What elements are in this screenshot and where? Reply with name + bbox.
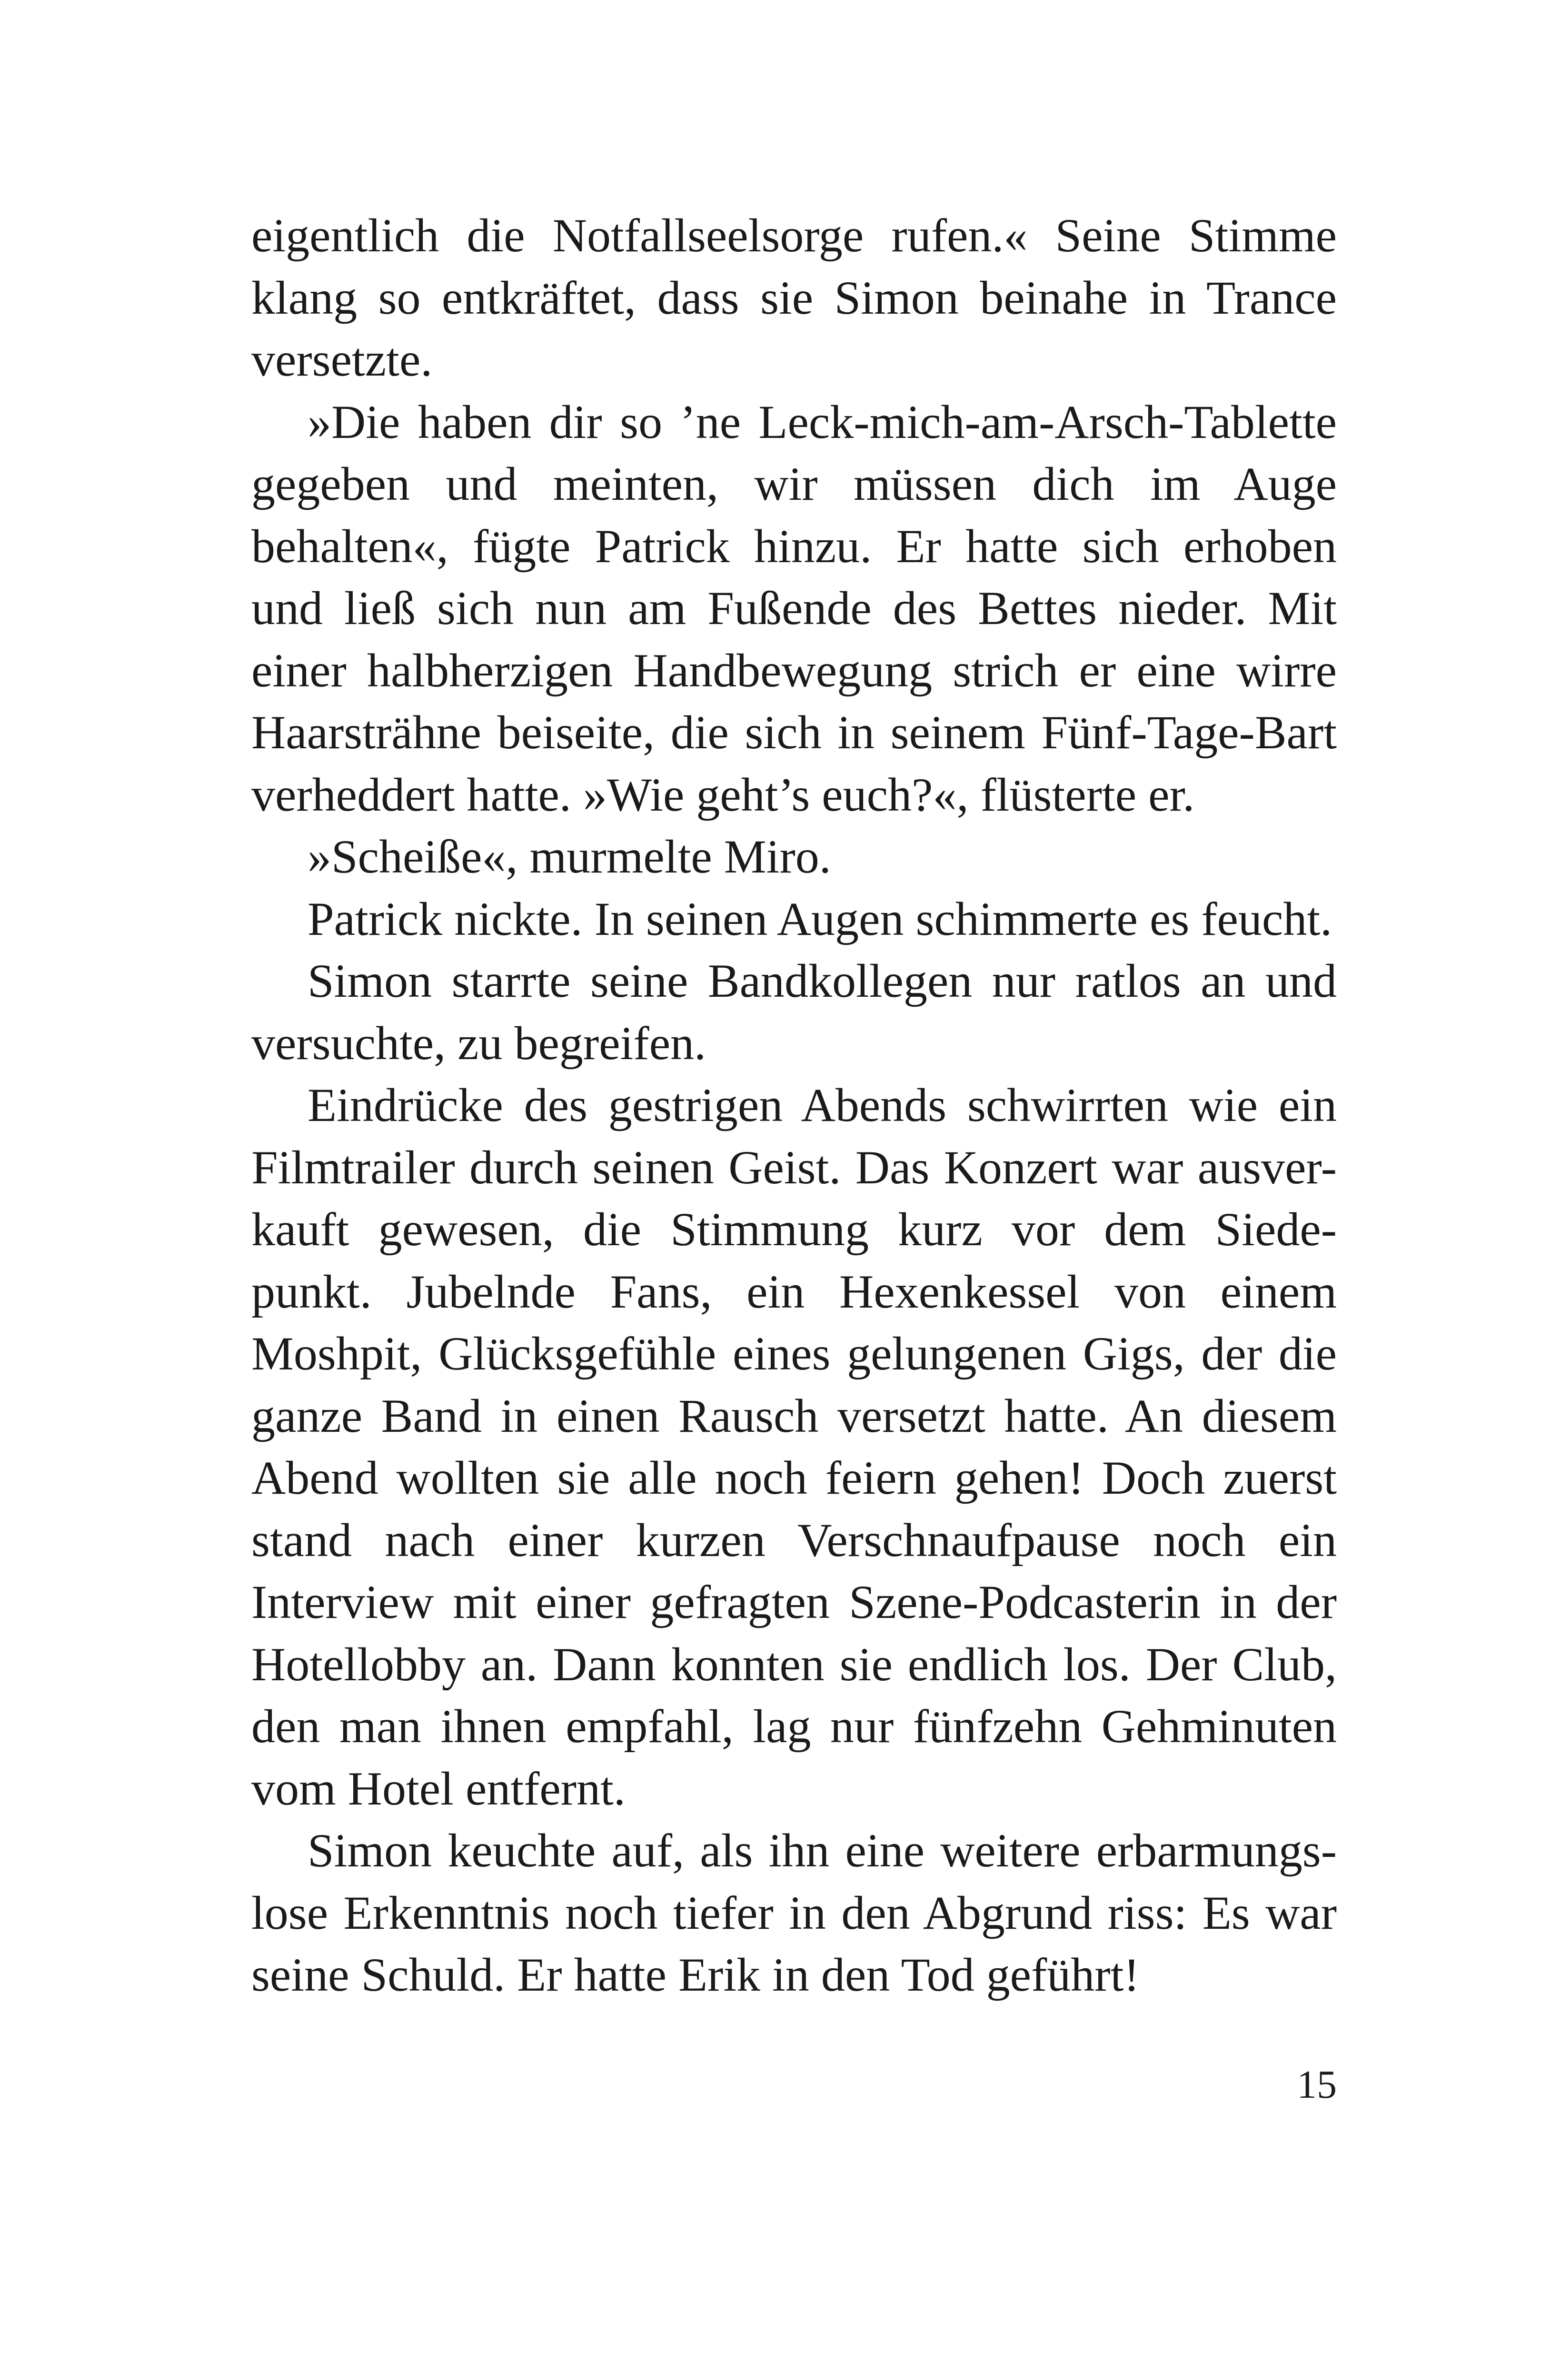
text-line: lose Erkenntnis noch tiefer in den Abgrund riss: Es war <box>251 1886 1337 1939</box>
text-line: kauft gewesen, die Stimmung kurz vor dem Siede- <box>251 1203 1337 1256</box>
paragraph-6 <box>251 1074 1337 1820</box>
text-line: Filmtrailer durch seinen Geist. Das Konzert war ausver- <box>251 1140 1337 1194</box>
text-line: den man ihnen empfahl, lag nur fünfzehn Gehminuten <box>251 1700 1337 1753</box>
text-line: Abend wollten sie alle noch feiern gehen! Doch zuerst <box>251 1451 1337 1504</box>
text-line: Patrick nickte. In seinen Augen schimmerte es feucht. <box>308 892 1332 945</box>
text-line: ganze Band in einen Rausch versetzt hatte. An diesem <box>251 1389 1337 1442</box>
page-number: 15 <box>1297 2063 1337 2107</box>
text-line: Haarsträhne beiseite, die sich in seinem Fünf-Tage-Bart <box>251 706 1337 759</box>
text-line: eigentlich die Notfallseelsorge rufen.« Seine Stimme <box>251 209 1337 262</box>
text-line: und ließ sich nun am Fußende des Bettes nieder. Mit <box>251 582 1337 635</box>
text-line: Hotellobby an. Dann konnten sie endlich los. Der Club, <box>251 1637 1337 1691</box>
text-line: verheddert hatte. »Wie geht’s euch?«, flüsterte er. <box>251 768 1195 821</box>
text-line: Interview mit einer gefragten Szene-Podcasterin in der <box>251 1576 1337 1628</box>
text-line: vom Hotel entfernt. <box>251 1762 626 1815</box>
text-line: stand nach einer kurzen Verschnaufpause noch ein <box>251 1513 1337 1567</box>
paragraph-1 <box>251 205 1337 391</box>
paragraph-5 <box>251 950 1337 1074</box>
text-line: Moshpit, Glücksgefühle eines gelungenen Gigs, der die <box>251 1327 1337 1380</box>
text-line: einer halbherzigen Handbewegung strich er eine wirre <box>251 644 1337 697</box>
paragraph-3 <box>251 826 1337 888</box>
text-line: gegeben und meinten, wir müssen dich im Auge <box>251 457 1337 510</box>
text-line: Simon keuchte auf, als ihn eine weitere erbarmungs- <box>308 1824 1337 1877</box>
text-line: »Die haben dir so ’ne Leck-mich-am-Arsch-Tablette <box>308 395 1337 448</box>
text-line: Eindrücke des gestrigen Abends schwirrten wie ein <box>308 1079 1337 1131</box>
text-line: »Scheiße«, murmelte Miro. <box>308 830 831 883</box>
paragraph-4 <box>251 888 1337 951</box>
text-line: versuchte, zu begreifen. <box>251 1016 706 1070</box>
text-line: versetzte. <box>251 333 433 386</box>
body-text <box>251 205 1337 2006</box>
text-line: klang so entkräftet, dass sie Simon beinahe in Trance <box>251 271 1337 324</box>
paragraph-2 <box>251 391 1337 826</box>
text-line: Simon starrte seine Bandkollegen nur ratlos an und <box>308 954 1337 1007</box>
text-line: behalten«, fügte Patrick hinzu. Er hatte sich erhoben <box>251 519 1337 573</box>
text-line: seine Schuld. Er hatte Erik in den Tod geführt! <box>251 1948 1140 2001</box>
text-line: punkt. Jubelnde Fans, ein Hexenkessel von einem <box>251 1265 1337 1318</box>
paragraph-7 <box>251 1820 1337 2006</box>
